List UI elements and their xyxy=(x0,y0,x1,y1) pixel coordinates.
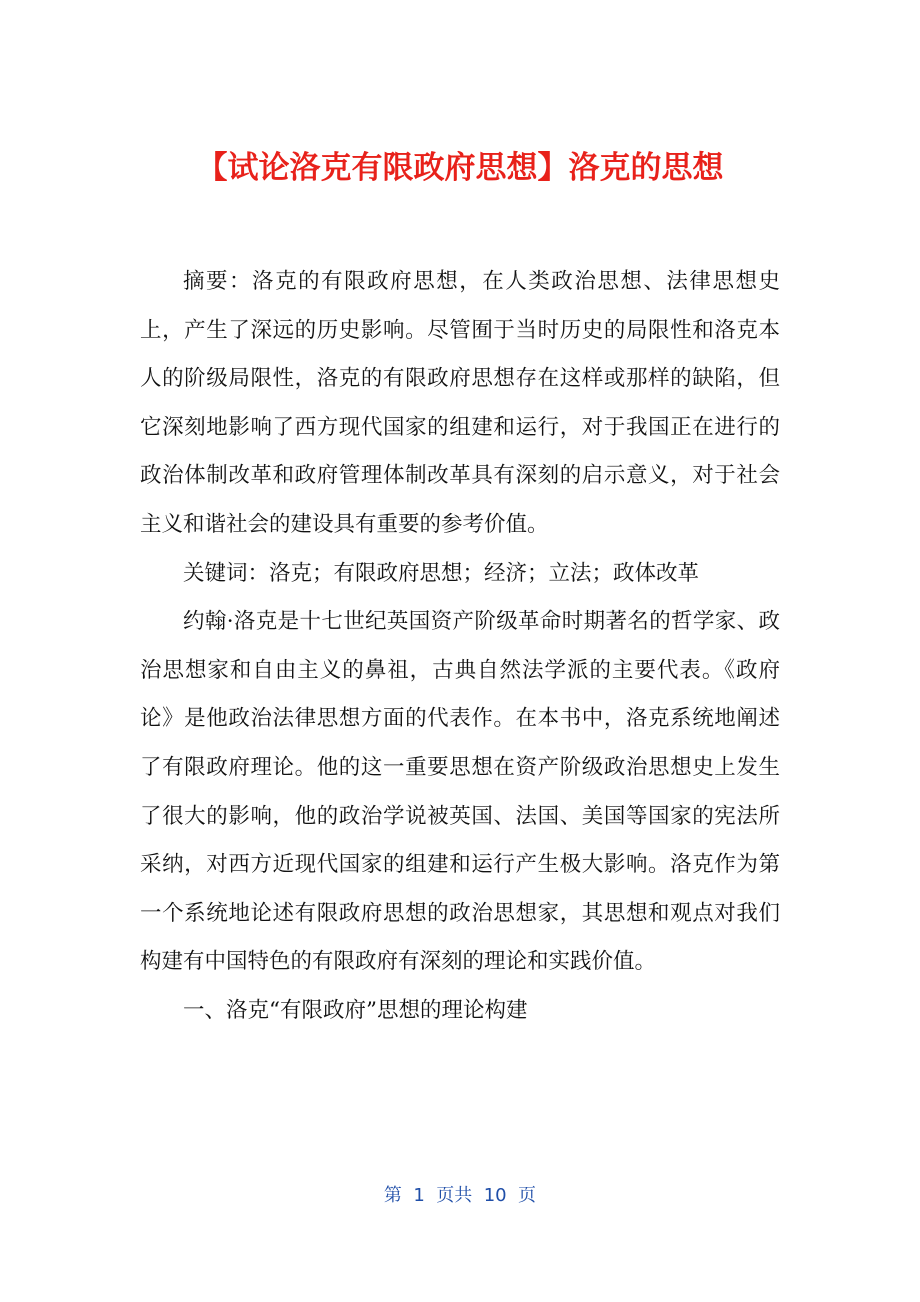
page-footer: 第 1 页共 10 页 xyxy=(383,1185,537,1206)
document-body xyxy=(140,258,780,1036)
section-heading: 一、洛克“有限政府”思想的理论构建 xyxy=(183,997,528,1023)
document-title: 【试论洛克有限政府思想】洛克的思想 xyxy=(196,150,724,186)
keywords-paragraph: 关键词：洛克；有限政府思想；经济；立法；政体改革 xyxy=(183,560,700,586)
abstract-paragraph: 摘要：洛克的有限政府思想，在人类政治思想、法律思想史上，产生了深远的历史影响。尽管囿于当时历史的局限性和洛克本人的阶级局限性，洛克的有限政府思想存在这样或那样的缺陷，但它深刻地影响了西方现代国家的组建和运行，对于我国正在进行的政治体制改革和政府管理体制改革具有深刻的启示意义，对于社会主义和谐社会的建设具有重要的参考价值。 xyxy=(140,269,780,537)
intro-paragraph: 约翰·洛克是十七世纪英国资产阶级革命时期著名的哲学家、政治思想家和自由主义的鼻祖，古典自然法学派的主要代表。《政府论》是他政治法律思想方面的代表作。在本书中，洛克系统地阐述了有限政府理论。他的这一重要思想在资产阶级政治思想史上发生了很大的影响，他的政治学说被英国、法国、美国等国家的宪法所采纳，对西方近现代国家的组建和运行产生极大影响。洛克作为第一个系统地论述有限政府思想的政治思想家，其思想和观点对我们构建有中国特色的有限政府有深刻的理论和实践价值。 xyxy=(140,609,780,975)
